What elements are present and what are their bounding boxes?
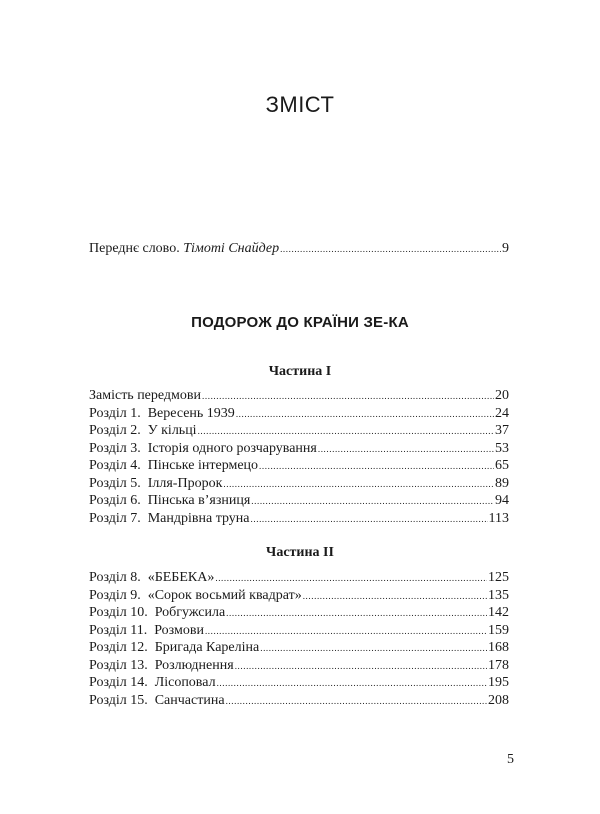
- toc-entry[interactable]: [89, 569, 509, 587]
- toc-entry[interactable]: [89, 492, 509, 510]
- entry-page: 94: [495, 493, 509, 508]
- toc-entry[interactable]: [89, 604, 509, 622]
- dot-leader: [215, 569, 487, 588]
- entry-number: Розділ 15.: [89, 692, 148, 708]
- dot-leader: [205, 622, 487, 641]
- entry-title: Розмови: [154, 622, 204, 638]
- entry-page: 37: [495, 423, 509, 438]
- toc-entry[interactable]: [89, 405, 509, 423]
- section-heading: ПОДОРОЖ ДО КРАЇНИ ЗЕ-КА: [191, 314, 409, 331]
- entry-title: Лісоповал: [154, 675, 216, 690]
- entry-page: 195: [488, 675, 509, 690]
- toc-part-1: [89, 387, 509, 527]
- entry-title: Розлюднення: [154, 657, 234, 673]
- toc-entry[interactable]: [89, 657, 509, 675]
- entry-page: 89: [495, 475, 509, 491]
- entry-number: Розділ 10.: [89, 605, 148, 620]
- page-title: ЗМІСТ: [265, 92, 335, 117]
- dot-leader: [259, 457, 494, 476]
- entry-title: Робгужсила: [154, 605, 226, 620]
- entry-number: Замість передмови: [89, 388, 202, 403]
- dot-leader: [303, 587, 487, 606]
- entry-page: 135: [488, 587, 509, 603]
- entry-number: Розділ 8.: [89, 570, 141, 585]
- entry-title: «БЕБЕКА»: [147, 570, 215, 585]
- toc-part-2: [89, 569, 509, 709]
- entry-author: Тімоті Снайдер: [183, 241, 280, 256]
- toc-entry[interactable]: [89, 475, 509, 493]
- entry-title: Пінська в’язниця: [147, 493, 251, 508]
- entry-number: Розділ 14.: [89, 675, 148, 690]
- entry-number: Розділ 1.: [89, 405, 141, 421]
- dot-leader: [235, 657, 487, 676]
- entry-page: 9: [502, 241, 509, 256]
- entry-page: 159: [488, 622, 509, 638]
- entry-number: Розділ 12.: [89, 640, 148, 655]
- entry-number: Розділ 4.: [89, 458, 141, 473]
- entry-page: 24: [495, 405, 509, 421]
- toc-entry[interactable]: [89, 622, 509, 640]
- toc-entry[interactable]: [89, 639, 509, 657]
- entry-title: Санчастина: [154, 692, 225, 708]
- toc-entry[interactable]: [89, 387, 509, 405]
- part-2-title: Частина II: [266, 545, 334, 560]
- toc-foreword: [89, 240, 509, 258]
- entry-number: Розділ 7.: [89, 510, 141, 526]
- entry-title: «Сорок восьмий квадрат»: [147, 587, 302, 603]
- entry-title: Ілля-Пророк: [147, 475, 223, 491]
- toc-entry[interactable]: [89, 674, 509, 692]
- entry-page: 125: [488, 570, 509, 585]
- dot-leader: [318, 440, 494, 459]
- entry-number: Розділ 11.: [89, 622, 148, 638]
- entry-page: 113: [488, 510, 509, 526]
- toc-entry[interactable]: [89, 422, 509, 440]
- entry-title: Історія одного розчарування: [147, 440, 317, 456]
- entry-title: Бригада Кареліна: [154, 640, 260, 655]
- entry-number: Розділ 6.: [89, 493, 141, 508]
- dot-leader: [217, 674, 487, 693]
- part-1-title: Частина I: [268, 364, 332, 379]
- toc-entry[interactable]: [89, 457, 509, 475]
- dot-leader: [280, 240, 501, 259]
- toc-entry[interactable]: [89, 510, 509, 528]
- dot-leader: [223, 475, 494, 494]
- entry-page: 178: [488, 657, 509, 673]
- page-number: 5: [507, 752, 514, 767]
- entry-page: 53: [495, 440, 509, 456]
- entry-page: 142: [488, 605, 509, 620]
- entry-number: Розділ 13.: [89, 657, 148, 673]
- dot-leader: [251, 492, 494, 511]
- entry-page: 65: [495, 458, 509, 473]
- entry-number: Розділ 5.: [89, 475, 141, 491]
- dot-leader: [226, 692, 487, 711]
- entry-label: Переднє слово.: [89, 241, 180, 256]
- dot-leader: [198, 422, 494, 441]
- entry-page: 168: [488, 640, 509, 655]
- entry-page: 208: [488, 692, 509, 708]
- dot-leader: [202, 387, 494, 406]
- toc-entry[interactable]: [89, 440, 509, 458]
- dot-leader: [226, 604, 487, 623]
- toc-entry-foreword[interactable]: [89, 240, 509, 258]
- toc-entry[interactable]: [89, 692, 509, 710]
- entry-title: У кільці: [147, 423, 197, 438]
- dot-leader: [251, 510, 488, 529]
- entry-number: Розділ 2.: [89, 423, 141, 438]
- entry-title: Вересень 1939: [147, 405, 235, 421]
- entry-title: Мандрівна труна: [147, 510, 250, 526]
- entry-number: Розділ 9.: [89, 587, 141, 603]
- dot-leader: [260, 639, 487, 658]
- dot-leader: [236, 405, 494, 424]
- entry-number: Розділ 3.: [89, 440, 141, 456]
- toc-entry[interactable]: [89, 587, 509, 605]
- entry-title: Пінське інтермецо: [147, 458, 259, 473]
- entry-page: 20: [495, 388, 509, 403]
